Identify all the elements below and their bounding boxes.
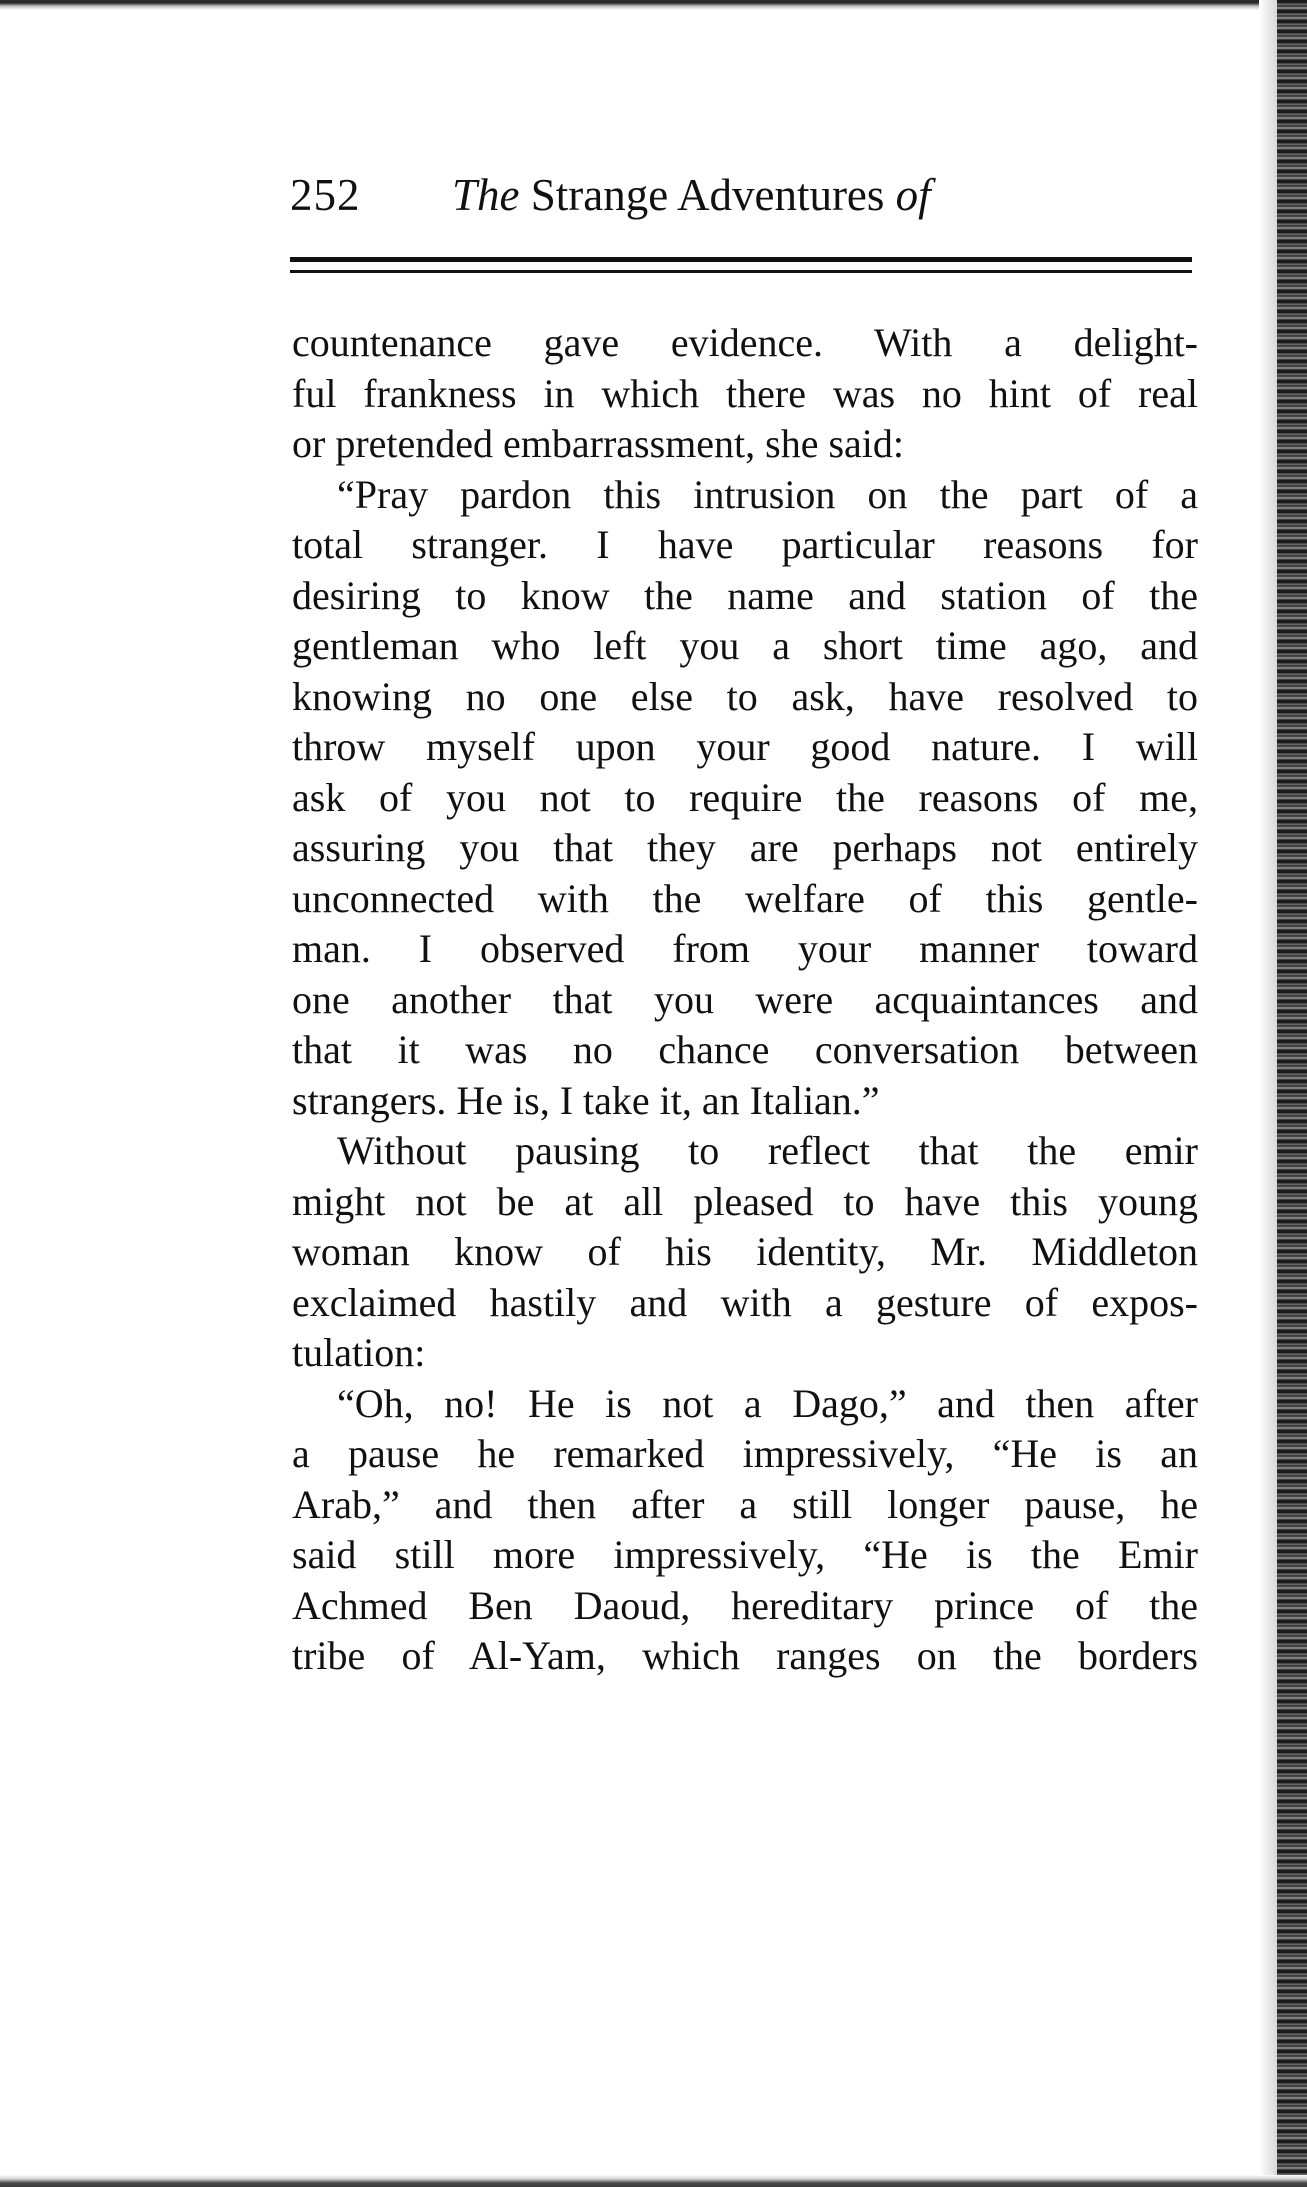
text-line: gentleman who left you a short time ago, and bbox=[292, 623, 1198, 668]
text-line: strangers. He is, I take it, an Italian.” bbox=[292, 1077, 880, 1123]
text-line: a pause he remarked impressively, “He is an bbox=[292, 1431, 1198, 1476]
text-line: tribe of Al-Yam, which ranges on the borders bbox=[292, 1633, 1198, 1678]
running-title-main: Strange Adventures bbox=[530, 170, 885, 220]
text-line: Arab,” and then after a still longer pause, he bbox=[292, 1481, 1198, 1527]
text-line: “Oh, no! He is not a Dago,” and then after bbox=[337, 1380, 1198, 1426]
text-line: total stranger. I have particular reasons for bbox=[292, 522, 1198, 567]
running-title-the: The bbox=[452, 170, 520, 220]
scan-page-gutter bbox=[1259, 0, 1277, 2187]
text-line: countenance gave evidence. With a delight- bbox=[292, 320, 1198, 365]
text-line: or pretended embarrassment, she said: bbox=[292, 421, 905, 466]
text-line: unconnected with the welfare of this gentle- bbox=[292, 875, 1198, 921]
text-line: Achmed Ben Daoud, hereditary prince of the bbox=[292, 1582, 1198, 1628]
text-line: desiring to know the name and station of the bbox=[292, 572, 1198, 618]
header-rule-thick bbox=[290, 257, 1192, 262]
scan-bottom-edge bbox=[0, 2175, 1307, 2187]
text-line: assuring you that they are perhaps not entirely bbox=[292, 825, 1198, 870]
text-line: Without pausing to reflect that the emir bbox=[337, 1128, 1198, 1173]
running-title-of: of bbox=[895, 170, 931, 220]
text-line: ask of you not to require the reasons of me, bbox=[292, 774, 1198, 820]
text-line: man. I observed from your manner toward bbox=[292, 926, 1198, 971]
page-number: 252 bbox=[290, 170, 361, 220]
text-line: knowing no one else to ask, have resolved to bbox=[292, 673, 1198, 719]
text-line: ful frankness in which there was no hint of real bbox=[292, 370, 1198, 416]
text-line: exclaimed hastily and with a gesture of expos- bbox=[292, 1279, 1198, 1325]
text-line: might not be at all pleased to have this young bbox=[292, 1178, 1198, 1224]
header-rule-thin bbox=[290, 270, 1192, 273]
text-line: said still more impressively, “He is the Emir bbox=[292, 1532, 1198, 1577]
scan-top-edge bbox=[0, 0, 1307, 10]
text-line: tulation: bbox=[292, 1330, 426, 1375]
text-line: that it was no chance conversation between bbox=[292, 1027, 1198, 1072]
text-line: one another that you were acquaintances and bbox=[292, 976, 1198, 1022]
running-title bbox=[452, 160, 931, 230]
text-line: “Pray pardon this intrusion on the part of a bbox=[337, 471, 1198, 517]
text-line: woman know of his identity, Mr. Middleton bbox=[292, 1229, 1198, 1274]
page-header bbox=[290, 160, 1190, 230]
scan-right-edge bbox=[1277, 0, 1307, 2187]
body-text bbox=[292, 318, 1198, 1682]
text-line: throw myself upon your good nature. I will bbox=[292, 724, 1198, 769]
